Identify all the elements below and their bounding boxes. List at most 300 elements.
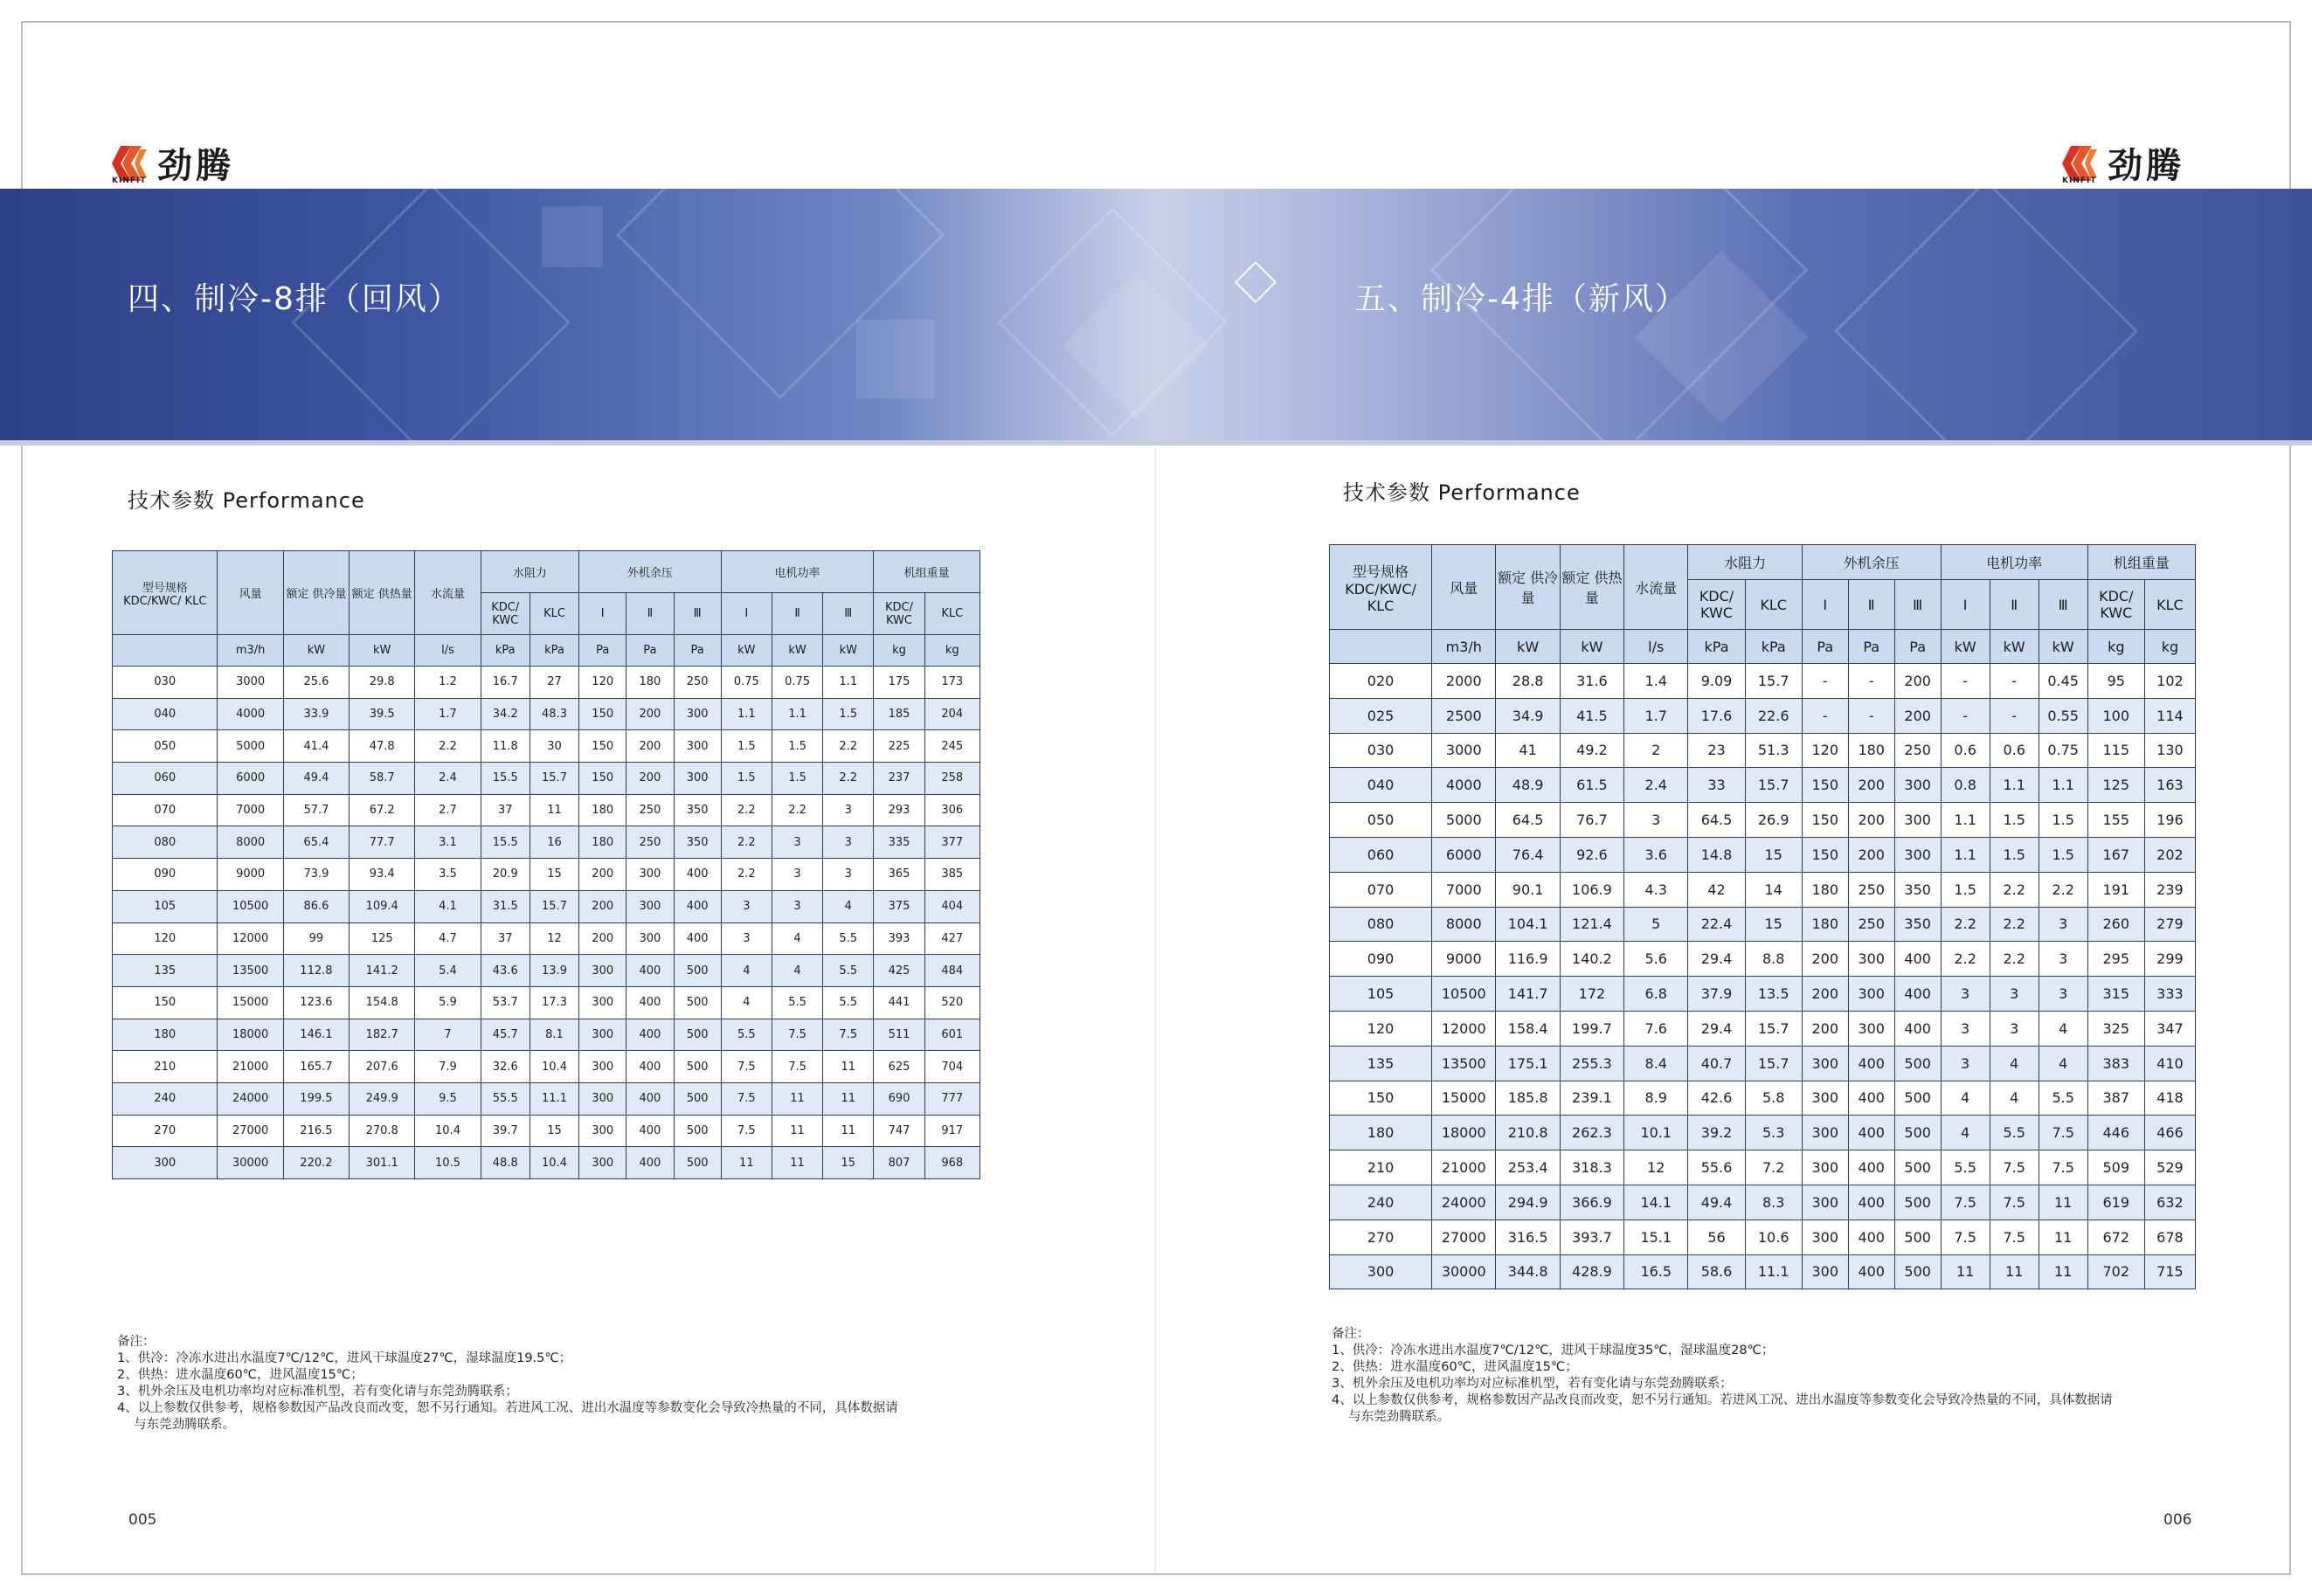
value-cell: 2.2 (772, 794, 822, 826)
performance-table-right (1329, 544, 2196, 1289)
value-cell: 400 (1848, 1046, 1894, 1081)
value-cell: 7.5 (1990, 1185, 2039, 1219)
value-cell: 9.5 (415, 1082, 481, 1115)
value-cell: 15.5 (481, 826, 530, 859)
value-cell: 0.6 (1941, 733, 1990, 768)
value-cell: 333 (2144, 977, 2195, 1012)
value-cell: 5000 (1432, 803, 1496, 838)
value-cell: 715 (2144, 1254, 2195, 1289)
value-cell: 123.6 (283, 986, 349, 1019)
value-cell: 7.5 (1941, 1219, 1990, 1254)
value-cell: 204 (924, 698, 979, 730)
value-cell: 5.3 (1745, 1116, 1802, 1150)
unit-cell: Pa (626, 635, 674, 667)
value-cell: 18000 (218, 1019, 283, 1051)
value-cell: 45.7 (481, 1019, 530, 1051)
value-cell: 400 (626, 1051, 674, 1083)
unit-cell: kPa (1688, 630, 1745, 664)
value-cell: 400 (1894, 977, 1941, 1012)
value-cell: 4 (721, 955, 772, 987)
value-cell: 23 (1688, 733, 1745, 768)
value-cell: 747 (874, 1115, 924, 1147)
value-cell: 377 (924, 826, 979, 859)
value-cell: 7 (415, 1019, 481, 1051)
value-cell: 15.7 (1745, 664, 1802, 699)
value-cell: 180 (579, 794, 626, 826)
value-cell: 410 (2144, 1046, 2195, 1081)
value-cell: 5 (1624, 907, 1688, 942)
value-cell: 15.1 (1624, 1219, 1688, 1254)
model-cell: 300 (113, 1147, 218, 1179)
value-cell: 1.5 (772, 730, 822, 763)
value-cell: 58.7 (350, 763, 415, 795)
header-external-pressure: 外机余压 (1802, 545, 1941, 580)
value-cell: 173 (924, 667, 979, 699)
value-cell: 295 (2087, 942, 2144, 977)
value-cell: 7.5 (772, 1019, 822, 1051)
value-cell: 24000 (1432, 1185, 1496, 1219)
value-cell: 0.75 (772, 667, 822, 699)
value-cell: 11 (1990, 1254, 2039, 1289)
value-cell: 12 (530, 922, 578, 955)
header-motor-3: Ⅲ (2039, 580, 2087, 630)
value-cell: 2.2 (1990, 872, 2039, 907)
unit-cell: kW (1560, 630, 1623, 664)
brand-subtitle: KINFIT (2062, 176, 2097, 185)
value-cell: 210.8 (1496, 1116, 1560, 1150)
value-cell: 7.5 (1990, 1150, 2039, 1185)
value-cell: 39.7 (481, 1115, 530, 1147)
unit-cell: Pa (1802, 630, 1848, 664)
value-cell: 2.2 (1990, 907, 2039, 942)
header-heating: 额定 供热量 (1560, 545, 1623, 630)
value-cell: 500 (1894, 1254, 1941, 1289)
value-cell: 37 (481, 922, 530, 955)
value-cell: 2.2 (2039, 872, 2087, 907)
value-cell: 500 (1894, 1046, 1941, 1081)
units-row (1330, 630, 2196, 664)
value-cell: 11 (2039, 1254, 2087, 1289)
value-cell: 167 (2087, 837, 2144, 872)
page-number-left: 005 (128, 1511, 157, 1529)
table-row (113, 794, 980, 826)
value-cell: 250 (626, 826, 674, 859)
value-cell: 5.6 (1624, 942, 1688, 977)
value-cell: 446 (2087, 1116, 2144, 1150)
unit-cell: Pa (674, 635, 721, 667)
value-cell: 7.5 (2039, 1150, 2087, 1185)
value-cell: 239.1 (1560, 1081, 1623, 1116)
unit-cell: m3/h (218, 635, 283, 667)
value-cell: 300 (1802, 1185, 1848, 1219)
value-cell: 116.9 (1496, 942, 1560, 977)
model-cell: 210 (113, 1051, 218, 1083)
value-cell: 678 (2144, 1219, 2195, 1254)
value-cell: 15.7 (1745, 1011, 1802, 1046)
value-cell: 5.5 (823, 955, 874, 987)
value-cell: 11 (823, 1051, 874, 1083)
value-cell: 300 (626, 922, 674, 955)
value-cell: 3 (1941, 1046, 1990, 1081)
value-cell: 11.1 (1745, 1254, 1802, 1289)
value-cell: 350 (674, 794, 721, 826)
value-cell: 375 (874, 890, 924, 922)
value-cell: 500 (1894, 1081, 1941, 1116)
value-cell: 120 (1802, 733, 1848, 768)
value-cell: 425 (874, 955, 924, 987)
value-cell: 400 (626, 955, 674, 987)
model-cell: 050 (113, 730, 218, 763)
value-cell: 3 (1990, 977, 2039, 1012)
value-cell: 400 (626, 986, 674, 1019)
model-cell: 070 (113, 794, 218, 826)
value-cell: 500 (674, 1147, 721, 1179)
value-cell: 3 (1624, 803, 1688, 838)
table-row (1330, 977, 2196, 1012)
value-cell: 385 (924, 859, 979, 891)
header-esp-2: Ⅱ (626, 593, 674, 635)
value-cell: 86.6 (283, 890, 349, 922)
value-cell: 441 (874, 986, 924, 1019)
value-cell: 300 (626, 859, 674, 891)
units-blank (113, 635, 218, 667)
value-cell: 15.7 (530, 763, 578, 795)
value-cell: 2.2 (1941, 907, 1990, 942)
page-fold (1155, 437, 1156, 1572)
value-cell: 366.9 (1560, 1185, 1623, 1219)
model-cell: 040 (113, 698, 218, 730)
page-number-right: 006 (2163, 1511, 2192, 1529)
value-cell: 49.2 (1560, 733, 1623, 768)
value-cell: 49.4 (1688, 1185, 1745, 1219)
value-cell: 4 (2039, 1011, 2087, 1046)
banner-underline (0, 440, 2312, 446)
value-cell: 484 (924, 955, 979, 987)
table-row (1330, 1011, 2196, 1046)
note-line: 1、供冷：冷冻水进出水温度7℃/12℃，进风干球温度27℃，湿球温度19.5℃； (117, 1351, 572, 1365)
value-cell: 500 (674, 1115, 721, 1147)
value-cell: 4 (1990, 1046, 2039, 1081)
kinfit-logo-icon (112, 146, 150, 181)
table-row (113, 890, 980, 922)
value-cell: 24000 (218, 1082, 283, 1115)
value-cell: 21000 (218, 1051, 283, 1083)
header-water-resistance: 水阻力 (481, 551, 578, 593)
note-line: 4、以上参数仅供参考，规格参数因产品改良而改变，恕不另行通知。若进风工况、进出水温度等参数变化会导致冷热量的不同，具体数据请 (1332, 1393, 2113, 1407)
value-cell: 76.4 (1496, 837, 1560, 872)
value-cell: 968 (924, 1147, 979, 1179)
value-cell: 158.4 (1496, 1011, 1560, 1046)
model-cell: 105 (113, 890, 218, 922)
banner-decoration (542, 206, 603, 267)
value-cell: 299 (2144, 942, 2195, 977)
value-cell: 200 (1848, 837, 1894, 872)
value-cell: 8.3 (1745, 1185, 1802, 1219)
model-cell: 135 (113, 955, 218, 987)
value-cell: 99 (283, 922, 349, 955)
unit-cell: Pa (579, 635, 626, 667)
value-cell: 253.4 (1496, 1150, 1560, 1185)
value-cell: 250 (1894, 733, 1941, 768)
value-cell: 5.5 (823, 986, 874, 1019)
value-cell: 185.8 (1496, 1081, 1560, 1116)
value-cell: 1.5 (772, 763, 822, 795)
model-cell: 135 (1330, 1046, 1432, 1081)
kinfit-logo-icon (2062, 146, 2101, 181)
notes-right (1332, 1326, 2113, 1426)
value-cell: 200 (579, 922, 626, 955)
value-cell: 199.5 (283, 1082, 349, 1115)
value-cell: 100 (2087, 698, 2144, 733)
value-cell: 200 (1802, 977, 1848, 1012)
value-cell: 53.7 (481, 986, 530, 1019)
value-cell: 2000 (1432, 664, 1496, 699)
table-row (1330, 698, 2196, 733)
header-motor-3: Ⅲ (823, 593, 874, 635)
model-cell: 210 (1330, 1150, 1432, 1185)
header-cooling: 额定 供冷量 (283, 551, 349, 635)
model-cell: 070 (1330, 872, 1432, 907)
model-cell: 180 (1330, 1116, 1432, 1150)
value-cell: 255.3 (1560, 1046, 1623, 1081)
value-cell: 16.5 (1624, 1254, 1688, 1289)
table-row (113, 859, 980, 891)
value-cell: 500 (674, 1082, 721, 1115)
value-cell: 400 (1894, 1011, 1941, 1046)
value-cell: 300 (674, 730, 721, 763)
value-cell: 200 (579, 859, 626, 891)
value-cell: 4.1 (415, 890, 481, 922)
table-row (113, 922, 980, 955)
table-body-left (113, 667, 980, 1179)
value-cell: 5.8 (1745, 1081, 1802, 1116)
value-cell: 17.3 (530, 986, 578, 1019)
value-cell: 33 (1688, 768, 1745, 803)
value-cell: 1.4 (1624, 664, 1688, 699)
value-cell: 0.55 (2039, 698, 2087, 733)
value-cell: 300 (674, 698, 721, 730)
value-cell: 316.5 (1496, 1219, 1560, 1254)
value-cell: 318.3 (1560, 1150, 1623, 1185)
value-cell: 48.3 (530, 698, 578, 730)
value-cell: 300 (1848, 977, 1894, 1012)
value-cell: 315 (2087, 977, 2144, 1012)
value-cell: 27 (530, 667, 578, 699)
model-cell: 240 (1330, 1185, 1432, 1219)
value-cell: 15000 (1432, 1081, 1496, 1116)
value-cell: 42.6 (1688, 1081, 1745, 1116)
value-cell: 8000 (218, 826, 283, 859)
unit-cell: kW (2039, 630, 2087, 664)
header-model: 型号规格 KDC/KWC/ KLC (1330, 545, 1432, 630)
value-cell: 428.9 (1560, 1254, 1623, 1289)
value-cell: 1.1 (1941, 803, 1990, 838)
header-wr-kdc: KDC/ KWC (1688, 580, 1745, 630)
value-cell: 500 (1894, 1185, 1941, 1219)
header-wr-klc: KLC (1745, 580, 1802, 630)
value-cell: 25.6 (283, 667, 349, 699)
value-cell: 300 (1894, 837, 1941, 872)
value-cell: 200 (1848, 803, 1894, 838)
value-cell: 619 (2087, 1185, 2144, 1219)
value-cell: 26.9 (1745, 803, 1802, 838)
value-cell: 49.4 (283, 763, 349, 795)
value-cell: 500 (674, 1051, 721, 1083)
value-cell: 4000 (1432, 768, 1496, 803)
value-cell: 672 (2087, 1219, 2144, 1254)
value-cell: 48.8 (481, 1147, 530, 1179)
value-cell: 404 (924, 890, 979, 922)
value-cell: 300 (579, 1051, 626, 1083)
value-cell: 180 (1848, 733, 1894, 768)
value-cell: 511 (874, 1019, 924, 1051)
value-cell: 180 (626, 667, 674, 699)
value-cell: 0.8 (1941, 768, 1990, 803)
value-cell: 400 (1848, 1219, 1894, 1254)
note-line: 1、供冷：冷冻水进出水温度7℃/12℃，进风干球温度35℃，湿球温度28℃； (1332, 1344, 1775, 1358)
value-cell: 4 (1990, 1081, 2039, 1116)
unit-cell: kPa (1745, 630, 1802, 664)
brand-name: 劲腾 (2108, 145, 2184, 186)
value-cell: 7000 (218, 794, 283, 826)
value-cell: 200 (1894, 698, 1941, 733)
value-cell: 258 (924, 763, 979, 795)
notes-heading: 备注： (1332, 1327, 1370, 1341)
value-cell: 300 (674, 763, 721, 795)
value-cell: 601 (924, 1019, 979, 1051)
header-water-flow: 水流量 (415, 551, 481, 635)
value-cell: 7.2 (1745, 1150, 1802, 1185)
value-cell: 400 (674, 859, 721, 891)
model-cell: 040 (1330, 768, 1432, 803)
section-title-left: 四、制冷-8排（回风） (128, 281, 461, 317)
header-w-kdc: KDC/ KWC (874, 593, 924, 635)
model-cell: 060 (1330, 837, 1432, 872)
value-cell: 58.6 (1688, 1254, 1745, 1289)
unit-cell: kg (2144, 630, 2195, 664)
value-cell: 1.5 (721, 763, 772, 795)
header-w-klc: KLC (2144, 580, 2195, 630)
unit-cell: l/s (415, 635, 481, 667)
value-cell: 115 (2087, 733, 2144, 768)
value-cell: 2.2 (721, 826, 772, 859)
value-cell: 270.8 (350, 1115, 415, 1147)
value-cell: 520 (924, 986, 979, 1019)
notes-heading: 备注： (117, 1335, 156, 1349)
value-cell: 344.8 (1496, 1254, 1560, 1289)
value-cell: 92.6 (1560, 837, 1623, 872)
table-row (1330, 1185, 2196, 1219)
value-cell: 11 (530, 794, 578, 826)
value-cell: 146.1 (283, 1019, 349, 1051)
value-cell: 13.9 (530, 955, 578, 987)
value-cell: 400 (626, 1147, 674, 1179)
value-cell: 20.9 (481, 859, 530, 891)
value-cell: 150 (579, 730, 626, 763)
value-cell: 2.2 (415, 730, 481, 763)
value-cell: 27000 (218, 1115, 283, 1147)
value-cell: 2.2 (823, 730, 874, 763)
value-cell: 163 (2144, 768, 2195, 803)
table-row (1330, 1150, 2196, 1185)
value-cell: 30000 (218, 1147, 283, 1179)
unit-cell: kW (283, 635, 349, 667)
value-cell: 67.2 (350, 794, 415, 826)
value-cell: 42 (1688, 872, 1745, 907)
value-cell: 15.7 (1745, 1046, 1802, 1081)
value-cell: 393.7 (1560, 1219, 1623, 1254)
value-cell: 10500 (1432, 977, 1496, 1012)
value-cell: - (1848, 664, 1894, 699)
table-row (1330, 872, 2196, 907)
value-cell: 4 (1941, 1081, 1990, 1116)
value-cell: 300 (1848, 942, 1894, 977)
value-cell: 350 (674, 826, 721, 859)
value-cell: 8.1 (530, 1019, 578, 1051)
value-cell: 90.1 (1496, 872, 1560, 907)
value-cell: 3 (721, 922, 772, 955)
value-cell: 14 (1745, 872, 1802, 907)
table-row (1330, 733, 2196, 768)
value-cell: 11 (823, 1115, 874, 1147)
value-cell: 114 (2144, 698, 2195, 733)
value-cell: 7.5 (823, 1019, 874, 1051)
unit-cell: kW (1990, 630, 2039, 664)
value-cell: 3 (772, 859, 822, 891)
value-cell: 3.6 (1624, 837, 1688, 872)
value-cell: 5.5 (1990, 1116, 2039, 1150)
model-cell: 150 (113, 986, 218, 1019)
value-cell: 154.8 (350, 986, 415, 1019)
value-cell: 5.4 (415, 955, 481, 987)
header-motor-1: Ⅰ (1941, 580, 1990, 630)
value-cell: 3 (823, 826, 874, 859)
value-cell: 704 (924, 1051, 979, 1083)
performance-table-left (112, 550, 980, 1179)
model-cell: 030 (113, 667, 218, 699)
value-cell: 10.6 (1745, 1219, 1802, 1254)
value-cell: 300 (579, 1019, 626, 1051)
value-cell: 11 (772, 1082, 822, 1115)
table-row (1330, 1219, 2196, 1254)
value-cell: 300 (1894, 768, 1941, 803)
value-cell: 400 (1848, 1116, 1894, 1150)
value-cell: - (1941, 698, 1990, 733)
banner-decoration (856, 320, 935, 398)
model-cell: 020 (1330, 664, 1432, 699)
value-cell: 300 (579, 955, 626, 987)
value-cell: 39.2 (1688, 1116, 1745, 1150)
value-cell: 7.5 (721, 1082, 772, 1115)
value-cell: 15.7 (530, 890, 578, 922)
value-cell: 1.5 (2039, 803, 2087, 838)
value-cell: 33.9 (283, 698, 349, 730)
value-cell: 202 (2144, 837, 2195, 872)
value-cell: 15 (1745, 907, 1802, 942)
value-cell: 29.4 (1688, 942, 1745, 977)
value-cell: 300 (579, 986, 626, 1019)
note-line: 与东莞劲腾联系。 (117, 1418, 236, 1432)
value-cell: 93.4 (350, 859, 415, 891)
value-cell: 207.6 (350, 1051, 415, 1083)
value-cell: 172 (1560, 977, 1623, 1012)
value-cell: 30 (530, 730, 578, 763)
value-cell: 4 (1941, 1116, 1990, 1150)
value-cell: 2.7 (415, 794, 481, 826)
table-body-right (1330, 664, 2196, 1289)
value-cell: 150 (579, 698, 626, 730)
value-cell: 350 (1894, 907, 1941, 942)
